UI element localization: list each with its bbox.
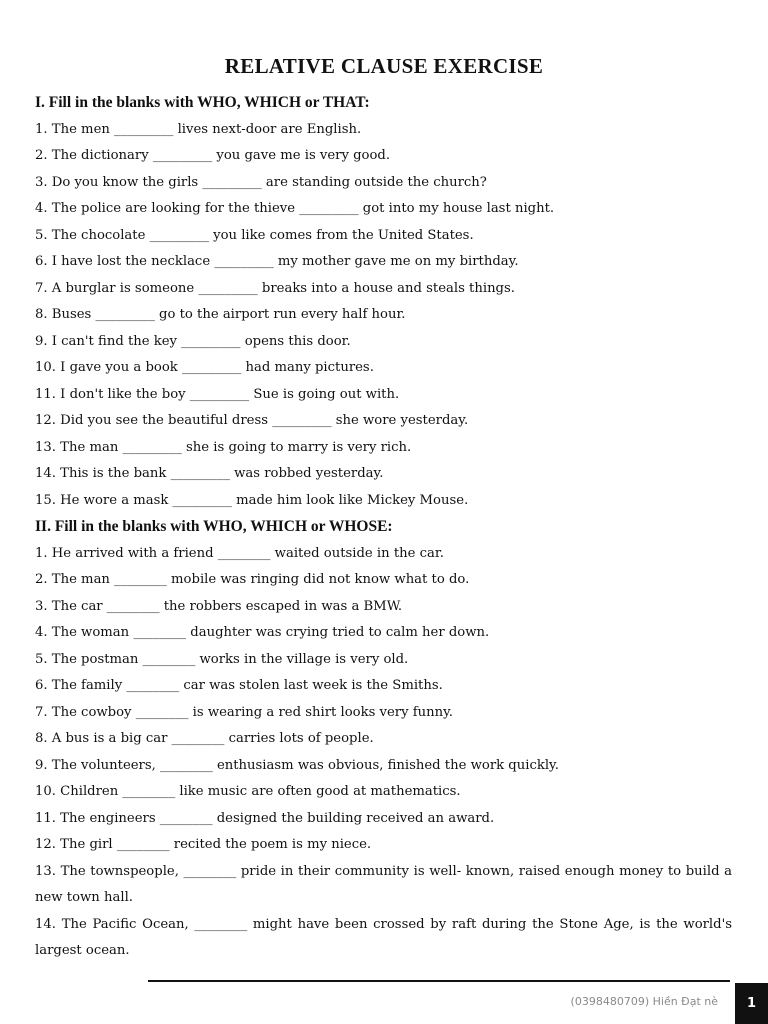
exercise-item: 2. The dictionary _________ you gave me is very good. [35, 148, 391, 163]
section-2 [35, 514, 732, 965]
exercise-item: 10. I gave you a book _________ had many pictures. [35, 360, 374, 375]
exercise-item: 13. The man _________ she is going to marry is very rich. [35, 439, 412, 455]
section-2-heading: II. Fill in the blanks with WHO, WHICH or WHOSE: [35, 518, 393, 535]
footer-divider [148, 980, 730, 982]
footer-credit: (0398480709) Hiền Đạt nè [570, 995, 718, 1008]
section-1-heading: I. Fill in the blanks with WHO, WHICH or THAT: [35, 94, 370, 111]
exercise-item: 4. The police are looking for the thieve _________ got into my house last night. [35, 201, 555, 216]
exercise-item: 10. Children ________ like music are often good at mathematics. [35, 784, 461, 799]
page-number-badge: 1 [735, 983, 768, 1024]
exercise-content [35, 90, 732, 965]
exercise-item: 3. The car ________ the robbers escaped in was a BMW. [35, 598, 403, 614]
exercise-item: 9. I can't find the key _________ opens this door. [35, 333, 351, 349]
exercise-item: 6. I have lost the necklace _________ my mother gave me on my birthday. [35, 254, 519, 269]
exercise-item: 9. The volunteers, ________ enthusiasm was obvious, finished the work quickly. [35, 757, 559, 773]
exercise-item: 12. The girl ________ recited the poem is my niece. [35, 837, 372, 852]
section-1 [35, 90, 732, 514]
exercise-item: 4. The woman ________ daughter was crying tried to calm her down. [35, 625, 490, 640]
exercise-item: 11. The engineers ________ designed the building received an award. [35, 810, 495, 826]
exercise-item: 7. A burglar is someone _________ breaks into a house and steals things. [35, 280, 515, 296]
exercise-item: 7. The cowboy ________ is wearing a red shirt looks very funny. [35, 704, 453, 720]
exercise-item: 6. The family ________ car was stolen last week is the Smiths. [35, 678, 443, 693]
exercise-item: 11. I don't like the boy _________ Sue is going out with. [35, 386, 400, 402]
exercise-item: 1. He arrived with a friend ________ waited outside in the car. [35, 545, 444, 561]
exercise-item: 15. He wore a mask _________ made him look like Mickey Mouse. [35, 492, 469, 508]
exercise-item: 14. The Pacific Ocean, ________ might have been crossed by raft during the Stone Age, is the world's largest ocean. [35, 916, 732, 958]
exercise-item: 1. The men _________ lives next-door are English. [35, 121, 362, 137]
exercise-item: 13. The townspeople, ________ pride in their community is well- known, raised enough money to build a new town hall. [35, 863, 732, 905]
exercise-item: 8. Buses _________ go to the airport run every half hour. [35, 307, 406, 322]
page-title: RELATIVE CLAUSE EXERCISE [224, 54, 544, 78]
exercise-item: 3. Do you know the girls _________ are standing outside the church? [35, 174, 487, 190]
exercise-item: 12. Did you see the beautiful dress _________ she wore yesterday. [35, 413, 469, 428]
exercise-item: 5. The postman ________ works in the village is very old. [35, 651, 409, 667]
exercise-item: 8. A bus is a big car ________ carries lots of people. [35, 731, 374, 746]
exercise-item: 2. The man ________ mobile was ringing did not know what to do. [35, 572, 470, 587]
exercise-item: 14. This is the bank _________ was robbed yesterday. [35, 466, 384, 481]
exercise-item: 5. The chocolate _________ you like comes from the United States. [35, 227, 474, 243]
